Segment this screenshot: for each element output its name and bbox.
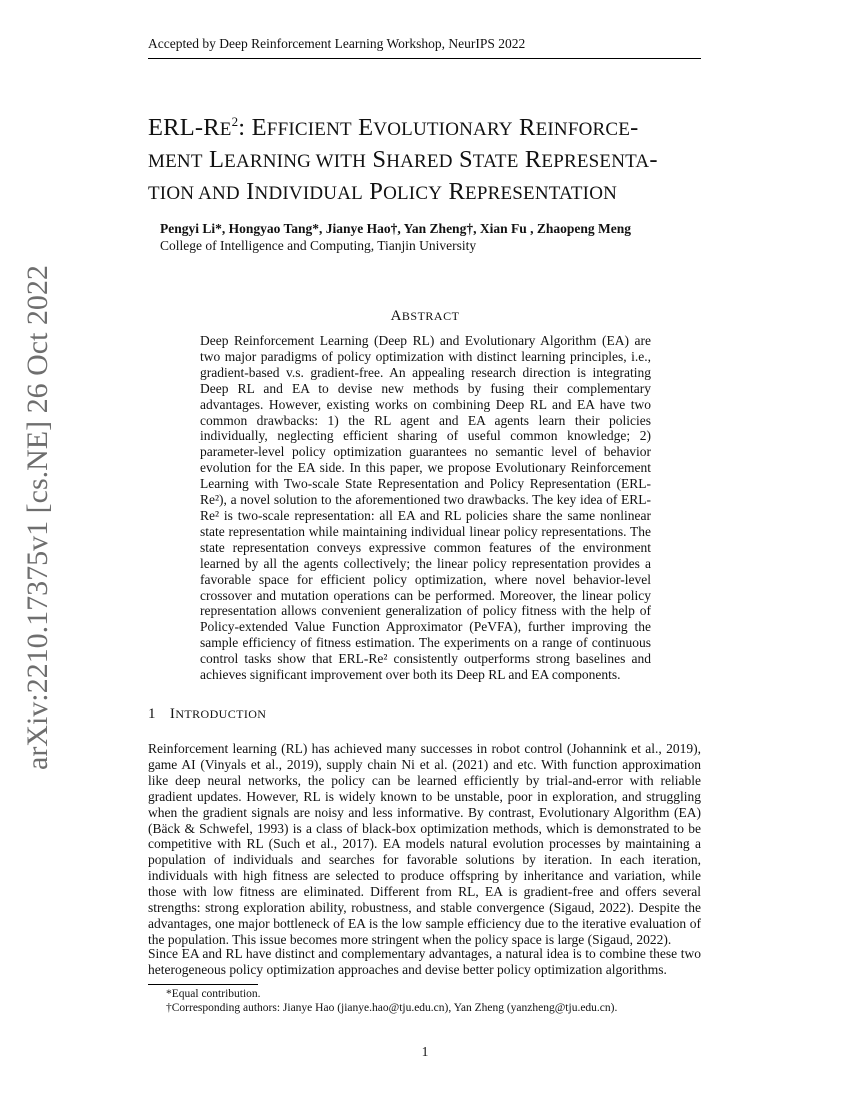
title-line-2: MENT LEARNING WITH SHARED STATE REPRESENTA-: [148, 146, 658, 173]
title-line-3: TION AND INDIVIDUAL POLICY REPRESENTATION: [148, 178, 618, 205]
section-title: INTRODUCTION: [169, 706, 267, 722]
page-number: 1: [421, 1044, 429, 1059]
title-line-1: ERL-$RE^2$: EFFICIENT EVOLUTIONARY REINFORCE-: [148, 113, 639, 141]
intro-paragraph-1: Reinforcement learning (RL) has achieved many successes in robot control (Johannink et al., 2019), game AI (Vinyals et al., 2019), supply chain Ni et al. (2021) and etc. With function approximation like deep neural networks, the policy can be learned efficiently by trial-and-error with reliable gradient updates. However, RL is widely known to be unstable, poor in exploration, and struggling when the gradient signals are noisy and less informative. By contrast, Evolutionary Algorithm (EA) (Bäck & Schwefel, 1993) is a class of black-box optimization methods, which is demonstrated to be competitive with RL (Such et al., 2017). EA models natural evolution processes by maintaining a population of individuals and searches for favorable solutions by iteration. In each iteration, individuals with high fitness are selected to produce offspring by inheritance and variation, while those with low fitness are eliminated. Different from RL, EA is gradient-free and offers several strengths: strong exploration ability, robustness, and stable convergence (Sigaud, 2022). Despite the advantages, one major bottleneck of EA is the low sample efficiency due to the iterative evaluation of the population. This issue becomes more stringent when the policy space is large (Sigaud, 2022).: [148, 741, 701, 947]
author-affiliation: College of Intelligence and Computing, Tianjin University: [160, 238, 477, 253]
section-number: 1: [148, 706, 156, 722]
intro-paragraph-2: Since EA and RL have distinct and complementary advantages, a natural idea is to combine these two heterogeneous policy optimization approaches and devise better policy optimization algorithms.: [148, 946, 701, 977]
section-heading: [148, 706, 266, 723]
paper-title: [148, 113, 708, 209]
author-names: Pengyi Li*, Hongyao Tang*, Jianye Hao†, Yan Zheng†, Xian Fu , Zhaopeng Meng: [160, 221, 631, 236]
arxiv-stamp-text: arXiv:2210.17375v1 [cs.NE] 26 Oct 2022: [21, 265, 54, 770]
abstract-body: Deep Reinforcement Learning (Deep RL) and Evolutionary Algorithm (EA) are two major paradigms of policy optimization with distinct learning principles, i.e., gradient-based v.s. gradient-free. An appealing research direction is integrating Deep RL and EA to devise new methods by fusing their complementary advantages. However, existing works on combining Deep RL and EA have two common drawbacks: 1) the RL agent and EA agents learn their policies individually, neglecting efficient sharing of useful common knowledge; 2) parameter-level policy optimization guarantees no semantic level of behavior evolution for the EA side. In this paper, we propose Evolutionary Reinforcement Learning with Two-scale State Representation and Policy Representation (ERL-Re²), a novel solution to the aforementioned two drawbacks. The key idea of ERL-Re² is two-scale representation: all EA and RL policies share the same nonlinear state representation while maintaining individual linear policy representations. The state representation conveys expressive common features of the environment learned by all the agents collectively; the linear policy representation provides a favorable space for efficient policy optimization, where novel behavior-level crossover and mutation operations can be performed. Moreover, the linear policy representation allows convenient generalization of policy fitness with the help of Policy-extended Value Function Approximator (PeVFA), further improving the sample efficiency of fitness estimation. The experiments on a range of continuous control tasks show that ERL-Re² consistently outperforms strong baselines and achieves significant improvement over both its Deep RL and EA components.: [200, 333, 651, 683]
author-block: [160, 220, 720, 254]
footnote-rule: [148, 984, 258, 985]
running-header: Accepted by Deep Reinforcement Learning Workshop, NeurIPS 2022: [148, 36, 701, 59]
footnotes: [148, 984, 701, 1015]
footnote-2: †Corresponding authors: Jianye Hao (jianye.hao@tju.edu.cn), Yan Zheng (yanzheng@tju.edu.cn).: [166, 1002, 618, 1014]
arxiv-stamp: [18, 265, 58, 770]
abstract-heading: ABSTRACT: [390, 308, 460, 324]
footnote-1: *Equal contribution.: [166, 988, 261, 1000]
